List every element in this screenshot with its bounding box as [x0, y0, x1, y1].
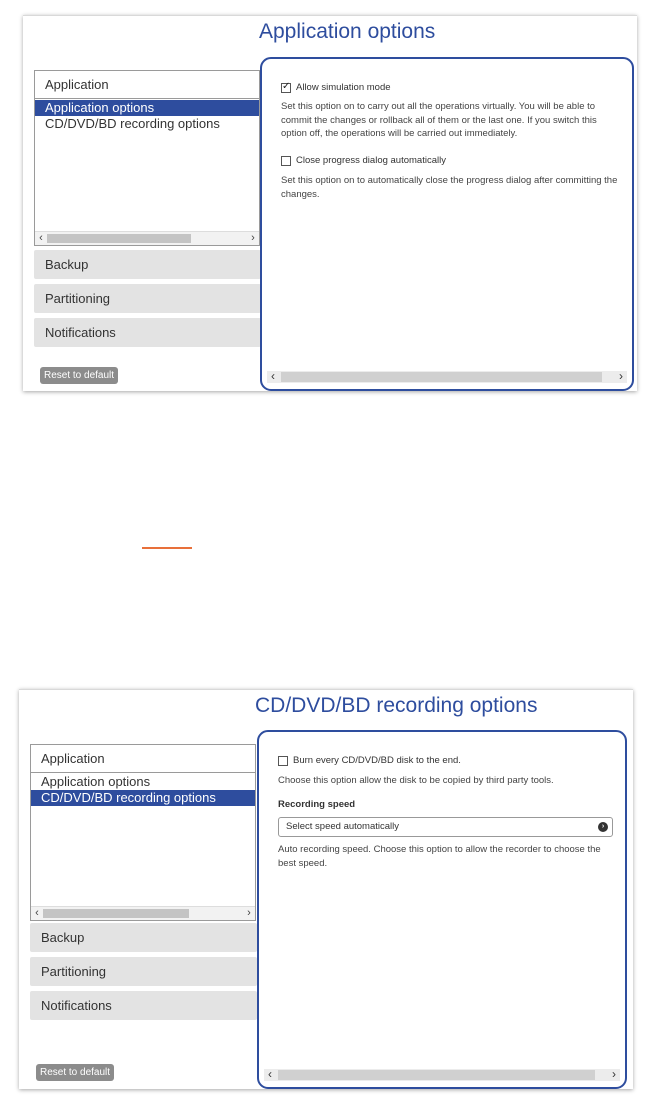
scroll-right-icon[interactable]: ›: [619, 369, 623, 383]
tree-horizontal-scrollbar[interactable]: [35, 231, 259, 245]
tree-item-cd-dvd-bd-recording-options[interactable]: CD/DVD/BD recording options: [31, 790, 255, 806]
scroll-thumb[interactable]: [281, 372, 602, 382]
burn-to-end-checkbox[interactable]: [278, 756, 288, 766]
scroll-thumb[interactable]: [47, 234, 191, 243]
reset-to-default-button[interactable]: Reset to default: [40, 367, 118, 384]
section-backup[interactable]: Backup: [30, 923, 257, 952]
scroll-right-icon[interactable]: ›: [612, 1067, 616, 1081]
scroll-thumb[interactable]: [43, 909, 189, 918]
page-title: CD/DVD/BD recording options: [255, 694, 538, 717]
section-backup[interactable]: Backup: [34, 250, 261, 279]
allow-simulation-mode-label[interactable]: Allow simulation mode: [296, 82, 391, 93]
burn-to-end-label[interactable]: Burn every CD/DVD/BD disk to the end.: [293, 755, 461, 766]
scroll-thumb[interactable]: [278, 1070, 595, 1080]
close-progress-dialog-label[interactable]: Close progress dialog automatically: [296, 155, 446, 166]
page-title: Application options: [259, 20, 436, 43]
options-tree-panel: [30, 744, 256, 921]
section-partitioning[interactable]: Partitioning: [34, 284, 261, 313]
tree-item-application-options[interactable]: Application options: [41, 774, 151, 789]
recording-speed-heading: Recording speed: [278, 799, 356, 810]
recording-speed-select[interactable]: [278, 817, 613, 837]
separator-line: [142, 547, 192, 549]
application-options-window: [23, 15, 637, 391]
tree-list: [31, 774, 255, 806]
section-partitioning[interactable]: Partitioning: [30, 957, 257, 986]
allow-simulation-mode-checkbox[interactable]: [281, 83, 291, 93]
recording-speed-description: Auto recording speed. Choose this option to allow the recorder to choose the best speed.: [278, 844, 601, 869]
content-horizontal-scrollbar[interactable]: [264, 1069, 620, 1081]
scroll-right-icon[interactable]: ›: [251, 232, 255, 244]
cd-dvd-bd-recording-options-window: [19, 689, 633, 1089]
close-progress-dialog-checkbox[interactable]: [281, 156, 291, 166]
section-notifications[interactable]: Notifications: [34, 318, 261, 347]
scroll-left-icon[interactable]: ‹: [35, 907, 39, 919]
options-tree-panel: [34, 70, 260, 246]
scroll-left-icon[interactable]: ‹: [39, 232, 43, 244]
burn-to-end-description: Choose this option allow the disk to be copied by third party tools.: [278, 775, 554, 786]
tree-header[interactable]: Application: [31, 745, 255, 773]
tree-horizontal-scrollbar[interactable]: [31, 906, 255, 920]
tree-header[interactable]: Application: [35, 71, 259, 99]
tree-item-application-options[interactable]: Application options: [35, 100, 259, 116]
options-content-panel: [257, 730, 627, 1089]
allow-simulation-mode-description: Set this option on to carry out all the operations virtually. You will be able to commit the changes or rollback all of them or the last one. If you switch this option off, the operations will be carried out immediately.: [281, 101, 597, 139]
options-content-panel: [260, 57, 634, 391]
chevron-right-icon[interactable]: ›: [598, 822, 608, 832]
scroll-right-icon[interactable]: ›: [247, 907, 251, 919]
section-notifications[interactable]: Notifications: [30, 991, 257, 1020]
close-progress-dialog-description: Set this option on to automatically close the progress dialog after committing the changes.: [281, 175, 618, 200]
reset-to-default-button[interactable]: Reset to default: [36, 1064, 114, 1081]
tree-item-cd-dvd-bd-recording-options[interactable]: CD/DVD/BD recording options: [45, 116, 220, 131]
content-horizontal-scrollbar[interactable]: [267, 371, 627, 383]
scroll-left-icon[interactable]: ‹: [268, 1067, 272, 1081]
tree-list: [35, 100, 259, 132]
recording-speed-value: Select speed automatically: [286, 821, 400, 832]
scroll-left-icon[interactable]: ‹: [271, 369, 275, 383]
